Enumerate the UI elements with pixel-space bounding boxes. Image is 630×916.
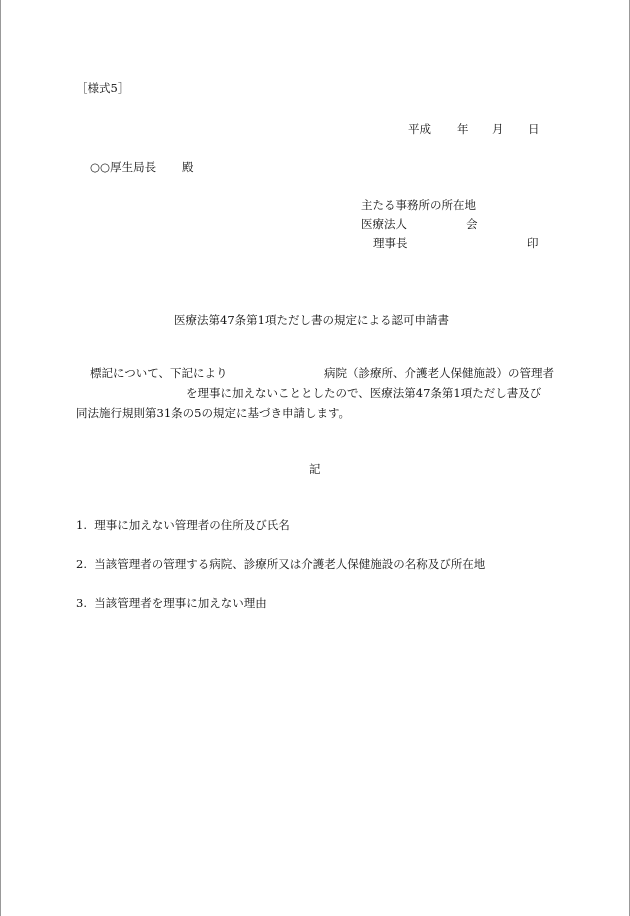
corporation-label: 医療法人 — [361, 217, 407, 231]
list-item — [76, 518, 290, 533]
seal-mark: 印 — [527, 236, 539, 250]
honorific: 殿 — [182, 160, 194, 174]
director-label: 理事長 — [373, 236, 408, 250]
page-left-edge — [0, 0, 1, 916]
office-address-label: 主たる事務所の所在地 — [361, 198, 476, 212]
item-text: 当該管理者の管理する病院、診療所又は介護老人保健施設の名称及び所在地 — [94, 557, 486, 571]
item-number: 1. — [76, 518, 87, 532]
corporation-suffix: 会 — [466, 217, 478, 231]
item-number: 3. — [76, 596, 87, 610]
body-line1-end: 病院（診療所、介護老人保健施設）の管理者 — [324, 366, 554, 380]
body-line2: を理事に加えないこととしたので、医療法第47条第1項ただし書及び — [186, 386, 542, 400]
item-number: 2. — [76, 557, 87, 571]
date-year-unit: 年 — [457, 122, 469, 136]
item-text: 理事に加えない管理者の住所及び氏名 — [94, 518, 290, 532]
date-month-unit: 月 — [492, 122, 504, 136]
body-line1-start: 標記について、下記により — [90, 366, 228, 380]
list-item — [76, 557, 485, 572]
list-item — [76, 596, 267, 611]
addressee: ○○厚生局長 — [90, 160, 157, 174]
date-era: 平成 — [408, 122, 431, 136]
item-text: 当該管理者を理事に加えない理由 — [94, 596, 267, 610]
date-day-unit: 日 — [528, 122, 540, 136]
form-number: ［様式5］ — [76, 81, 130, 95]
document-title: 医療法第47条第1項ただし書の規定による認可申請書 — [174, 313, 449, 327]
body-line3: 同法施行規則第31条の5の規定に基づき申請します。 — [76, 406, 351, 420]
ki-heading: 記 — [309, 462, 321, 476]
